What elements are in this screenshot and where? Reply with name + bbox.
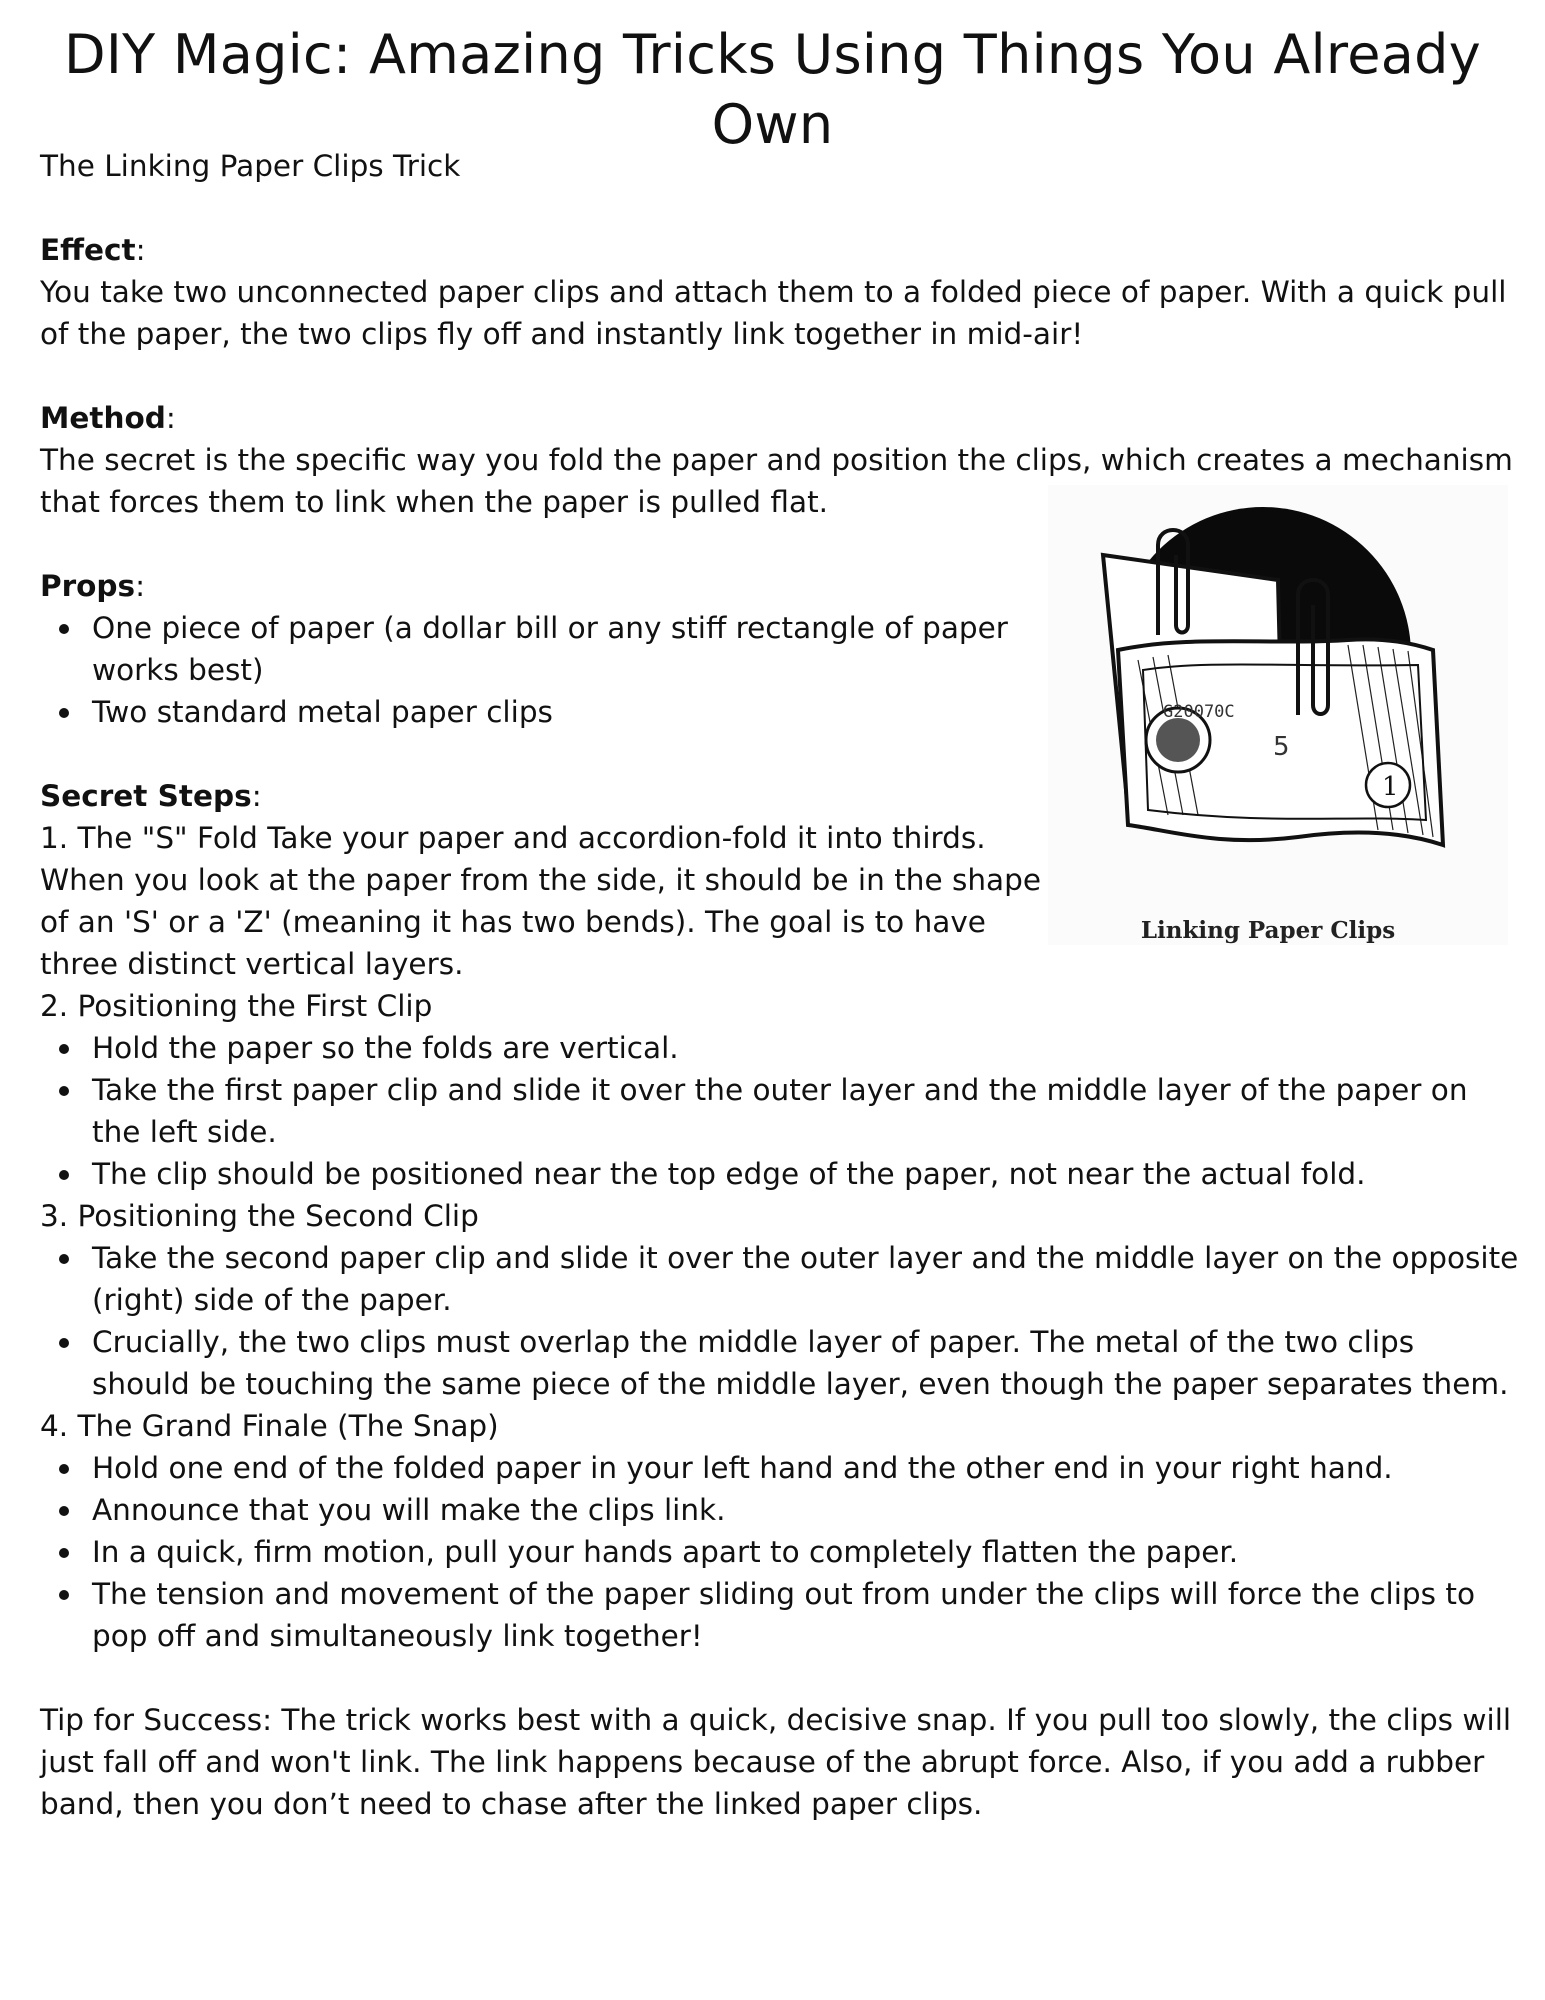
method-text: The secret is the specific way you fold the paper and position the clips, which creates a mechanism that forces them to link when the paper is pulled flat.	[40, 443, 1513, 519]
step-2-heading: 2. Positioning the First Clip	[40, 989, 433, 1023]
list-item: Take the first paper clip and slide it over the outer layer and the middle layer of the paper on the left side.	[40, 1069, 1520, 1153]
step-1-text: 1. The "S" Fold Take your paper and accordion-fold it into thirds. When you look at the paper from the side, it should be in the shape of an 'S' or a 'Z' (meaning it has two bends). The goal is to have three distinct vertical layers.	[40, 821, 1042, 981]
bill-denomination: 5	[1273, 732, 1290, 762]
props-label: Props	[40, 569, 136, 603]
bill-serial: G20070C	[1163, 702, 1235, 722]
portrait-seal-inner-icon	[1156, 718, 1200, 762]
corner-numeral: 1	[1382, 772, 1399, 802]
steps-label: Secret Steps	[40, 779, 252, 813]
step-3-list	[40, 1237, 1520, 1405]
step-2-list	[40, 1027, 1520, 1195]
step-3-heading: 3. Positioning the Second Clip	[40, 1199, 479, 1233]
dollar-bill-clips-drawing	[1048, 485, 1488, 905]
effect-label: Effect	[40, 233, 136, 267]
list-item: Hold the paper so the folds are vertical.	[40, 1027, 1520, 1069]
linking-paper-clips-illustration	[1048, 485, 1508, 945]
effect-heading: Effect:	[40, 233, 146, 267]
list-item: In a quick, firm motion, pull your hands apart to completely flatten the paper.	[40, 1531, 1520, 1573]
method-heading: Method:	[40, 401, 176, 435]
article-body	[40, 145, 1520, 1825]
list-item: One piece of paper (a dollar bill or any stiff rectangle of paper works best)	[40, 607, 1042, 691]
effect-text: You take two unconnected paper clips and attach them to a folded piece of paper. With a quick pull of the paper, the two clips fly off and instantly link together in mid-air!	[40, 275, 1507, 351]
props-heading: Props:	[40, 569, 146, 603]
steps-heading: Secret Steps:	[40, 779, 262, 813]
list-item: The tension and movement of the paper sliding out from under the clips will force the clips to pop off and simultaneously link together!	[40, 1573, 1520, 1657]
list-item: The clip should be positioned near the top edge of the paper, not near the actual fold.	[40, 1153, 1520, 1195]
list-item: Take the second paper clip and slide it over the outer layer and the middle layer on the opposite (right) side of the paper.	[40, 1237, 1520, 1321]
trick-name: The Linking Paper Clips Trick	[40, 149, 461, 183]
list-item: Crucially, the two clips must overlap the middle layer of paper. The metal of the two clips should be touching the same piece of the middle layer, even though the paper separates them.	[40, 1321, 1520, 1405]
tip-text: Tip for Success: The trick works best with a quick, decisive snap. If you pull too slowly, the clips will just fall off and won't link. The link happens because of the abrupt force. Also, if you add a rubber band, then you don’t need to chase after the linked paper clips.	[40, 1703, 1512, 1821]
step-4-list	[40, 1447, 1520, 1657]
list-item: Announce that you will make the clips link.	[40, 1489, 1520, 1531]
figure-caption: Linking Paper Clips	[1140, 917, 1396, 944]
method-label: Method	[40, 401, 166, 435]
page-title: DIY Magic: Amazing Tricks Using Things You Already Own	[64, 23, 1481, 156]
list-item: Hold one end of the folded paper in your left hand and the other end in your right hand.	[40, 1447, 1520, 1489]
list-item: Two standard metal paper clips	[40, 691, 1520, 733]
step-4-heading: 4. The Grand Finale (The Snap)	[40, 1409, 499, 1443]
